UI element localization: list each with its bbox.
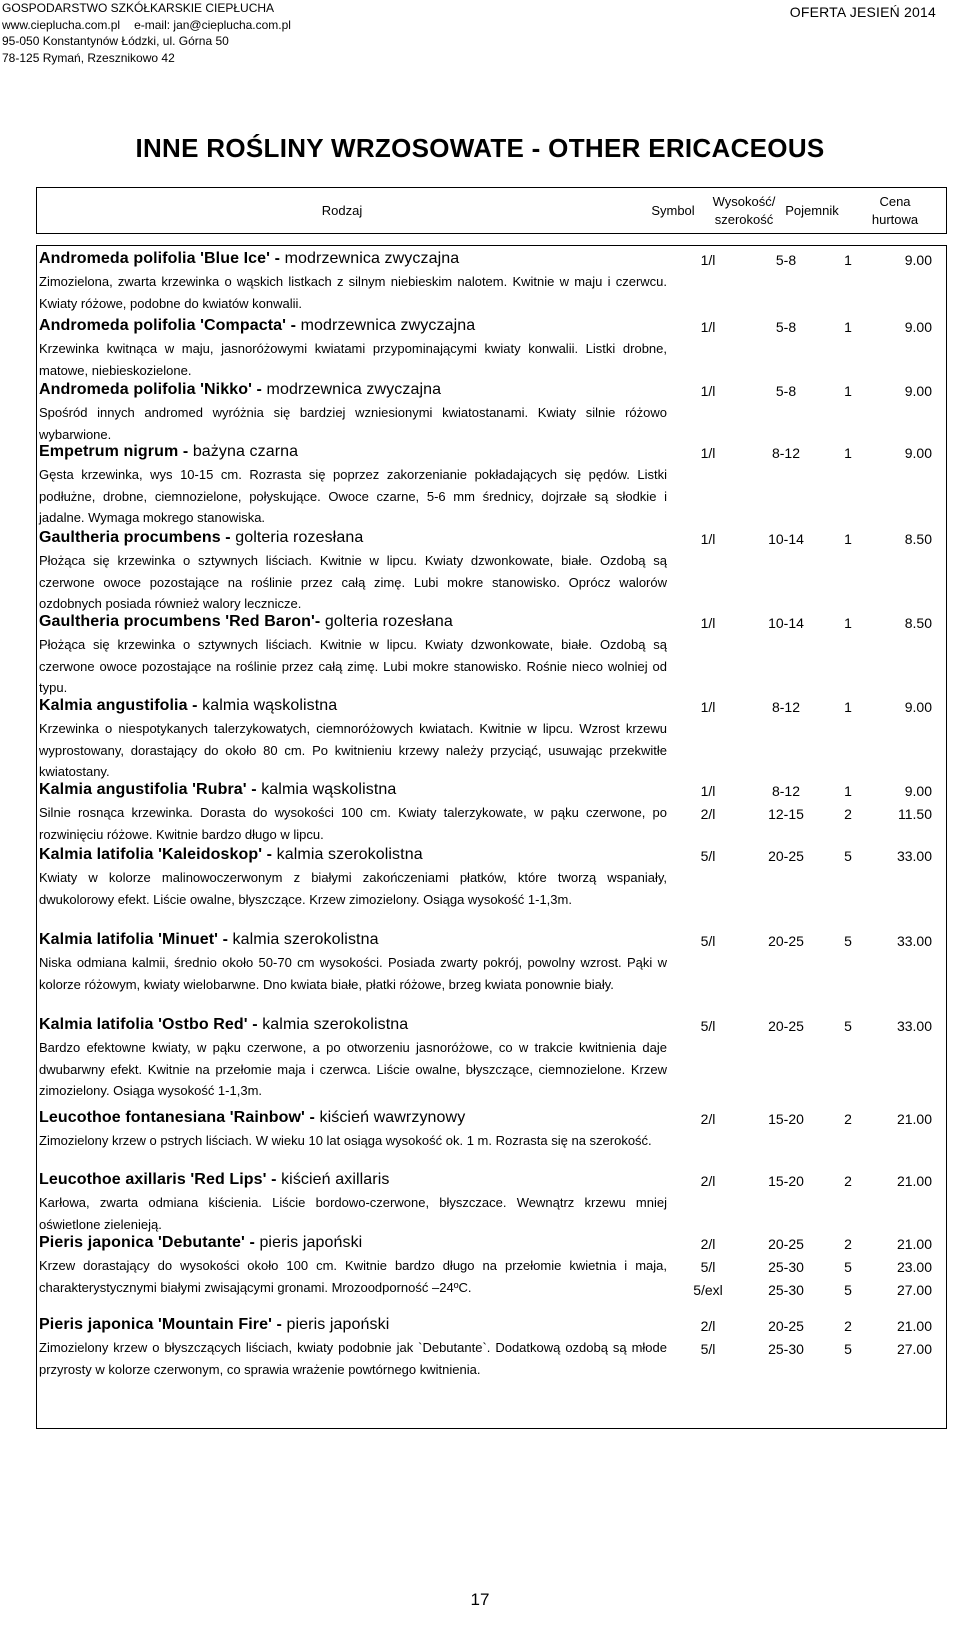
variant-price: 11.50 (898, 806, 932, 822)
variant-price: 9.00 (904, 319, 932, 335)
variant-symbol: 2/l (700, 1111, 716, 1127)
variant-price: 9.00 (904, 383, 932, 399)
latin-name: Gaultheria procumbens - (39, 529, 236, 546)
variant-price: 9.00 (904, 445, 932, 461)
variant-symbol: 2/l (700, 1173, 716, 1189)
variant-size: 25-30 (768, 1282, 804, 1298)
common-name: golteria rozesłana (235, 529, 364, 546)
website-link[interactable]: www.cieplucha.com.pl (2, 17, 121, 32)
product-description: Płożąca się krzewinka o sztywnych liściach. Kwitnie w lipcu. Kwiaty dzwonkowate, białe. Ozdobą są czerwone owoce pozostające na roślinie przez całą zimę. Lubi mokre stanowisko. Rośnie nieco wolniej od typu. (39, 637, 667, 695)
variant-pot: 1 (844, 531, 852, 547)
product-description: Płożąca się krzewinka o sztywnych liściach. Kwitnie w lipcu. Kwiaty dzwonkowate, białe. Ozdobą są czerwone owoce pozostające na roślinie przez całą zimę. Lubi mokre stanowisko. Oprócz walorów ozdobnych posiada również walory lecznicze. (39, 553, 667, 611)
variant-pot: 1 (844, 699, 852, 715)
product-description: Bardzo efektowne kwiaty, w pąku czerwone, a po otworzeniu jasnoróżowe, co w trakcie kwitnienia daje dwubarwny efekt. Kwitnie na przełomie maja i czerwca. Liście owalne, błyszczące, ciemnozielone. Krzew zimozielony. Osiąga wysokość 1-1,3m. (39, 1040, 667, 1098)
company-name: GOSPODARSTWO SZKÓŁKARSKIE CIEPŁUCHA (2, 1, 275, 15)
variant-symbol: 1/l (700, 783, 716, 799)
header-wysokosc: Wysokość/ szerokość (712, 193, 776, 227)
variant-symbol: 1/l (700, 615, 716, 631)
header-cena: Cena hurtowa (871, 193, 919, 227)
product-name (39, 529, 363, 547)
page-title: INNE ROŚLINY WRZOSOWATE - OTHER ERICACEOUS (135, 133, 825, 163)
variant-pot: 2 (844, 1173, 852, 1189)
variant-size: 8-12 (771, 699, 801, 715)
variant-pot: 1 (844, 615, 852, 631)
variant-price: 23.00 (896, 1259, 932, 1275)
header-symbol: Symbol (651, 202, 695, 218)
variant-size: 20-25 (768, 1236, 804, 1252)
common-name: bażyna czarna (192, 443, 299, 460)
product-name (39, 443, 298, 461)
product-description: Spośród innych andromed wyróżnia się bardziej wzniesionymi kwiatostanami. Kwiaty silnie różowo wybarwione. (39, 405, 667, 442)
common-name: kiścień wawrzynowy (319, 1109, 466, 1126)
common-name: pieris japoński (259, 1234, 363, 1251)
variant-price: 8.50 (904, 531, 932, 547)
common-name: kiścień axillaris (281, 1171, 390, 1188)
common-name: modrzewnica zwyczajna (266, 381, 442, 398)
product-name (39, 846, 423, 864)
variant-size: 5-8 (775, 319, 797, 335)
variant-price: 9.00 (904, 699, 932, 715)
variant-pot: 5 (844, 933, 852, 949)
common-name: modrzewnica zwyczajna (300, 317, 476, 334)
latin-name: Kalmia angustifolia - (39, 697, 203, 714)
variant-size: 5-8 (775, 252, 797, 268)
latin-name: Andromeda polifolia 'Compacta' - (39, 317, 301, 334)
offer-label: OFERTA JESIEŃ 2014 (789, 4, 936, 20)
product-name (39, 931, 379, 949)
variant-pot: 1 (844, 445, 852, 461)
variant-pot: 5 (844, 1341, 852, 1357)
variant-price: 33.00 (896, 848, 932, 864)
latin-name: Leucothoe fontanesiana 'Rainbow' - (39, 1109, 320, 1126)
common-name: kalmia szerokolistna (262, 1016, 409, 1033)
variant-symbol: 5/l (700, 848, 716, 864)
variant-size: 15-20 (768, 1173, 804, 1189)
latin-name: Kalmia angustifolia 'Rubra' - (39, 781, 262, 798)
variant-size: 8-12 (771, 445, 801, 461)
variant-price: 21.00 (896, 1236, 932, 1252)
product-name (39, 250, 459, 268)
product-description: Zimozielona, zwarta krzewinka o wąskich listkach z silnym niebieskim nalotem. Kwitnie w maju i czerwcu. Kwiaty różowe, podobne do kwiatów konwalii. (39, 274, 667, 311)
variant-price: 21.00 (896, 1173, 932, 1189)
latin-name: Pieris japonica 'Debutante' - (39, 1234, 260, 1251)
product-description: Karłowa, zwarta odmiana kiścienia. Liście bordowo-czerwone, błyszczace. Wewnątrz krzewu mniej oświetlone zielenieją. (39, 1195, 667, 1232)
variant-pot: 1 (844, 319, 852, 335)
product-name (39, 317, 475, 335)
variant-size: 10-14 (768, 531, 804, 547)
product-name (39, 1316, 389, 1334)
variant-size: 15-20 (768, 1111, 804, 1127)
variant-price: 9.00 (904, 252, 932, 268)
product-description: Krzewinka kwitnąca w maju, jasnoróżowymi kwiatami przypominającymi kwiaty konwalii. Listki drobne, matowe, niebieskozielone. (39, 341, 667, 378)
variant-pot: 5 (844, 1018, 852, 1034)
variant-price: 8.50 (904, 615, 932, 631)
common-name: golteria rozesłana (324, 613, 453, 630)
variant-symbol: 5/exl (693, 1282, 723, 1298)
variant-symbol: 1/l (700, 383, 716, 399)
common-name: kalmia wąskolistna (261, 781, 397, 798)
page-number: 17 (470, 1590, 490, 1609)
variant-size: 5-8 (775, 383, 797, 399)
header-pojemnik: Pojemnik (785, 202, 839, 218)
variant-size: 20-25 (768, 848, 804, 864)
product-description: Gęsta krzewinka, wys 10-15 cm. Rozrasta się poprzez zakorzenianie pokładających się pędów. Listki podłużne, drobne, ciemnozielone, połyskujące. Owoce czarne, 5-6 mm średnicy, dojrzałe są słodkie i jadalne. Wymaga mokrego stanowiska. (39, 467, 667, 525)
variant-symbol: 5/l (700, 1341, 716, 1357)
variant-price: 21.00 (896, 1111, 932, 1127)
variant-symbol: 2/l (700, 1318, 716, 1334)
header-rodzaj: Rodzaj (321, 202, 363, 218)
variant-pot: 2 (844, 1111, 852, 1127)
contact-line (2, 17, 291, 34)
address-line-1: 95-050 Konstantynów Łódzki, ul. Górna 50 (2, 34, 229, 48)
variant-symbol: 5/l (700, 1259, 716, 1275)
variant-size: 25-30 (768, 1259, 804, 1275)
product-description: Zimozielony krzew o pstrych liściach. W wieku 10 lat osiąga wysokość ok. 1 m. Rozrasta się na szerokość. (39, 1133, 652, 1148)
product-name (39, 697, 337, 715)
latin-name: Pieris japonica 'Mountain Fire' - (39, 1316, 287, 1333)
variant-size: 20-25 (768, 933, 804, 949)
common-name: pieris japoński (286, 1316, 390, 1333)
common-name: kalmia szerokolistna (276, 846, 423, 863)
product-name (39, 381, 441, 399)
latin-name: Gaultheria procumbens 'Red Baron'- (39, 613, 325, 630)
company-header (2, 0, 291, 66)
variant-price: 27.00 (896, 1341, 932, 1357)
product-name (39, 613, 453, 631)
variant-symbol: 1/l (700, 699, 716, 715)
variant-size: 20-25 (768, 1318, 804, 1334)
product-description: Niska odmiana kalmii, średnio około 50-70 cm wysokości. Posiada zwarty pokrój, powolny wzrost. Pąki w kolorze różowym, kwiaty wielobarwne. Dno kwiata białe, płatki różowe, brzeg kwiata ponownie biały. (39, 955, 667, 992)
latin-name: Empetrum nigrum - (39, 443, 193, 460)
variant-symbol: 1/l (700, 319, 716, 335)
latin-name: Kalmia latifolia 'Kaleidoskop' - (39, 846, 277, 863)
common-name: modrzewnica zwyczajna (284, 250, 460, 267)
variant-price: 27.00 (896, 1282, 932, 1298)
variant-size: 12-15 (768, 806, 804, 822)
latin-name: Andromeda polifolia 'Nikko' - (39, 381, 267, 398)
product-description: Krzewinka o niespotykanych talerzykowatych, ciemnoróżowych kwiatach. Kwitnie w lipcu. Wzrost krzewu wyprostowany, dorastający do około 80 cm. Po kwitnieniu krzewy należy przyciąć, usuwając przekwitłe kwiatostany. (39, 721, 667, 779)
latin-name: Andromeda polifolia 'Blue Ice' - (39, 250, 285, 267)
variant-pot: 2 (844, 806, 852, 822)
variant-pot: 1 (844, 783, 852, 799)
variant-price: 33.00 (896, 1018, 932, 1034)
latin-name: Kalmia latifolia 'Ostbo Red' - (39, 1016, 263, 1033)
variant-size: 8-12 (771, 783, 801, 799)
variant-size: 20-25 (768, 1018, 804, 1034)
email-link[interactable]: e-mail: jan@cieplucha.com.pl (134, 17, 291, 32)
product-description: Krzew dorastający do wysokości około 100 cm. Kwitnie bardzo długo na przełomie kwietnia i maja, charakterystycznymi białymi zwisającymi gronami. Mrozoodporność –24ºC. (39, 1258, 667, 1295)
product-name (39, 781, 396, 799)
variant-symbol: 5/l (700, 1018, 716, 1034)
product-name (39, 1171, 389, 1189)
variant-price: 9.00 (904, 783, 932, 799)
variant-pot: 1 (844, 383, 852, 399)
variant-pot: 2 (844, 1236, 852, 1252)
variant-pot: 5 (844, 1259, 852, 1275)
variant-size: 10-14 (768, 615, 804, 631)
variant-pot: 1 (844, 252, 852, 268)
variant-symbol: 2/l (700, 806, 716, 822)
variant-pot: 5 (844, 848, 852, 864)
common-name: kalmia wąskolistna (202, 697, 338, 714)
variant-symbol: 2/l (700, 1236, 716, 1252)
variant-price: 21.00 (896, 1318, 932, 1334)
variant-symbol: 1/l (700, 531, 716, 547)
product-name (39, 1234, 362, 1252)
product-name (39, 1109, 465, 1127)
latin-name: Kalmia latifolia 'Minuet' - (39, 931, 233, 948)
product-name (39, 1016, 408, 1034)
latin-name: Leucothoe axillaris 'Red Lips' - (39, 1171, 282, 1188)
variant-pot: 5 (844, 1282, 852, 1298)
common-name: kalmia szerokolistna (232, 931, 379, 948)
variant-size: 25-30 (768, 1341, 804, 1357)
product-description: Zimozielony krzew o błyszczących liściach, kwiaty podobnie jak `Debutante`. Dodatkową ozdobą są młode przyrosty w kolorze czerwonym, co sprawia wrażenie powtórnego kwitnienia. (39, 1340, 667, 1377)
address-line-2: 78-125 Rymań, Rzesznikowo 42 (2, 50, 175, 65)
variant-symbol: 5/l (700, 933, 716, 949)
table-header (36, 187, 947, 234)
variant-pot: 2 (844, 1318, 852, 1334)
product-description: Silnie rosnąca krzewinka. Dorasta do wysokości 100 cm. Kwiaty talerzykowate, w pąku czerwone, po rozwinięciu różowe. Kwitnie bardzo długo w lipcu. (39, 805, 667, 842)
product-description: Kwiaty w kolorze malinowoczerwonym z białymi zakończeniami płatków, które tworzą wspaniały, dwukolorowy efekt. Liście owalne, błyszczące. Krzew zimozielony. Osiąga wysokość 1-1,3m. (39, 870, 667, 907)
variant-price: 33.00 (896, 933, 932, 949)
variant-symbol: 1/l (700, 445, 716, 461)
variant-symbol: 1/l (700, 252, 716, 268)
